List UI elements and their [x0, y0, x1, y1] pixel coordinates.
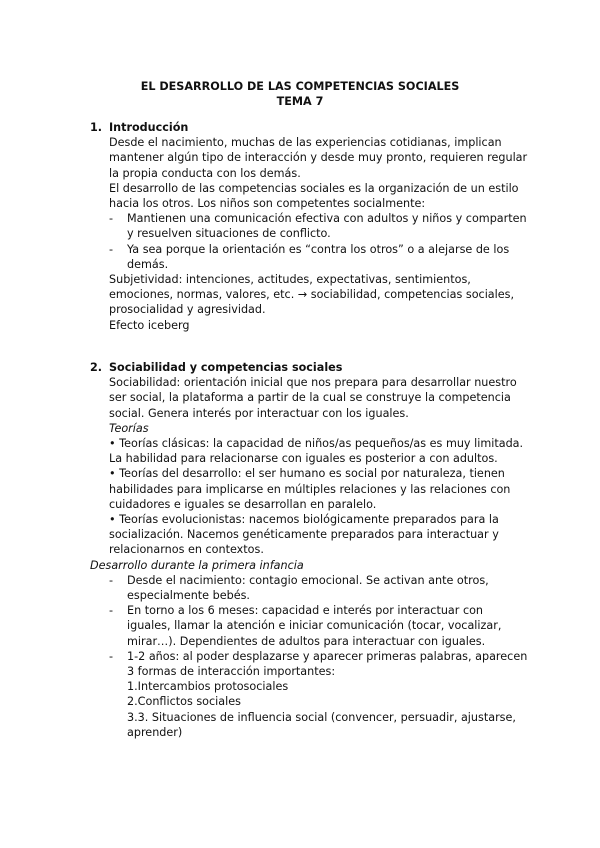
section-introduction — [90, 120, 530, 333]
section-sociability — [90, 360, 530, 740]
numbered-subitem: 1.Intercambios protosociales — [127, 680, 289, 694]
section-number: 1. — [90, 121, 103, 134]
theory-item: • Teorías evolucionistas: nacemos biológicamente preparados para la socialización. Nacemos genéticamente preparados para interactuar y relacionarnos en contextos. — [109, 513, 499, 557]
dash-list-item: - 1-2 años: al poder desplazarse y aparecer primeras palabras, aparecen 3 formas de interacción importantes: — [90, 649, 530, 679]
section-heading: Introducción — [109, 121, 189, 134]
section-number: 2. — [90, 361, 103, 374]
dash-list-item: - En torno a los 6 meses: capacidad e interés por interactuar con iguales, llamar la atención e iniciar comunicación (tocar, vocalizar, mirar…). Dependientes de adultos para interactuar con iguales. — [90, 603, 530, 649]
paragraph: Efecto iceberg — [109, 318, 190, 332]
paragraph: Desde el nacimiento, muchas de las experiencias cotidianas, implican mantener algún tipo de interacción y desde muy pronto, requieren regular la propia conducta con los demás. — [109, 136, 528, 180]
dash-list-item: - Desde el nacimiento: contagio emocional. Se activan ante otros, especialmente bebés. — [90, 573, 530, 603]
theory-item: • Teorías del desarrollo: el ser humano es social por naturaleza, tienen habilidades para implicarse en múltiples relaciones y las relaciones con cuidadores e iguales se desarrollan en paralelo. — [109, 467, 511, 511]
theory-item: • Teorías clásicas: la capacidad de niños/as pequeños/as es muy limitada. La habilidad para relacionarse con iguales es posterior a con adultos. — [109, 437, 524, 466]
section-heading: Sociabilidad y competencias sociales — [109, 361, 343, 374]
document-subtitle: TEMA 7 — [276, 95, 324, 108]
dash-list-item: - Ya sea porque la orientación es “contra los otros” o a alejarse de los demás. — [90, 242, 530, 272]
dash-list-item: - Mantienen una comunicación efectiva con adultos y niños y comparten y resuelven situaciones de conflicto. — [90, 211, 530, 241]
numbered-subitem: 3.3. Situaciones de influencia social (convencer, persuadir, ajustarse, aprender) — [127, 710, 516, 739]
paragraph: Subjetividad: intenciones, actitudes, expectativas, sentimientos, emociones, normas, valores, etc. → sociabilidad, competencias sociales, prosocialidad y agresividad. — [109, 273, 515, 317]
subheading-infancy: Desarrollo durante la primera infancia — [90, 558, 304, 572]
document-title: EL DESARROLLO DE LAS COMPETENCIAS SOCIALES — [140, 80, 460, 93]
paragraph: Sociabilidad: orientación inicial que nos prepara para desarrollar nuestro ser social, la plataforma a partir de la cual se construye la competencia social. Genera interés por interactuar con los iguales. — [109, 376, 517, 420]
paragraph: El desarrollo de las competencias sociales es la organización de un estilo hacia los otros. Los niños son competentes socialmente: — [109, 181, 519, 211]
numbered-subitem: 2.Conflictos sociales — [127, 695, 241, 709]
subheading-theories: Teorías — [109, 421, 149, 435]
